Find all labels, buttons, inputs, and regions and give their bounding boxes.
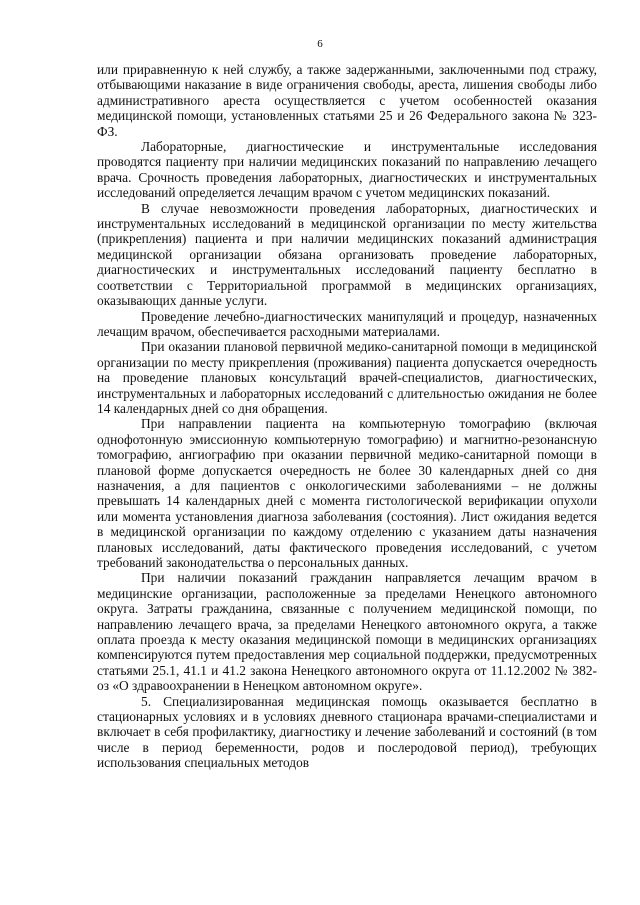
paragraph-specialized-care: 5. Специализированная медицинская помощь оказывается бесплатно в стационарных условиях и в условиях дневного стационара врачами-специалистами и включает в себя профилактику, диагностику и лечение заболеваний и состояний (в том числе в период беременности, родов и послеродовой период), требующих использования специальных методов xyxy=(97,693,597,771)
paragraph-planned-queue: При оказании плановой первичной медико-санитарной помощи в медицинской организации по месту прикрепления (проживания) пациента допускается очередность на проведение плановых консультаций врачей-специалистов, диагностических, инструментальных и лабораторных исследований с длительностью ожидания не более 14 календарных дней со дня обращения. xyxy=(97,339,597,416)
paragraph-outside-region: При наличии показаний гражданин направляется лечащим врачом в медицинские организации, расположенные за пределами Ненецкого автономного округа. Затраты гражданина, связанные с получением медицинской помощи, по направлению лечащего врача, за пределами Ненецкого автономного округа, а также оплата проезда к месту оказания медицинской помощи в медицинских организациях компенсируются путем предоставления мер социальной поддержки, предусмотренных статьями 25.1, 41.1 и 41.2 закона Ненецкого автономного округа от 11.12.2002 № 382-оз «О здравоохранении в Ненецком автономном округе». xyxy=(97,570,597,694)
paragraph-continuation: или приравненную к ней службу, а также задержанными, заключенными под стражу, отбывающими наказание в виде ограничения свободы, ареста, лишения свободы либо административного ареста осуществляется с учетом особенностей оказания медицинской помощи, установленных статьями 25 и 26 Федерального закона № 323-ФЗ. xyxy=(97,62,597,139)
document-body xyxy=(97,62,597,771)
paragraph-lab-tests: Лабораторные, диагностические и инструментальные исследования проводятся пациенту при наличии медицинских показаний по направлению лечащего врача. Срочность проведения лабораторных, диагностических и инструментальных исследований определяется лечащим врачом с учетом медицинских показаний. xyxy=(97,139,597,201)
paragraph-tomography: При направлении пациента на компьютерную томографию (включая однофотонную эмиссионную компьютерную томографию) и магнитно-резонансную томографию, ангиографию при оказании первичной медико-санитарной помощи в плановой форме допускается очередность не более 30 календарных дней со дня назначения, а для пациентов с онкологическими заболеваниями – не должны превышать 14 календарных дней с момента гистологической верификации опухоли или момента установления диагноза заболевания (состояния). Лист ожидания ведется в медицинской организации по каждому отделению с указанием даты назначения плановых исследований, даты фактического проведения исследований, с учетом требований законодательства о персональных данных. xyxy=(97,416,597,570)
paragraph-consumables: Проведение лечебно-диагностических манипуляций и процедур, назначенных лечащим врачом, обеспечивается расходными материалами. xyxy=(97,308,597,339)
paragraph-tests-elsewhere: В случае невозможности проведения лабораторных, диагностических и инструментальных исследований в медицинской организации по месту жительства (прикрепления) пациента и при наличии медицинских показаний администрация медицинской организации обязана организовать проведение лабораторных, диагностических и инструментальных исследований пациенту бесплатно в соответствии с Территориальной программой в медицинских организациях, оказывающих данные услуги. xyxy=(97,200,597,309)
page-number: 6 xyxy=(317,38,323,50)
